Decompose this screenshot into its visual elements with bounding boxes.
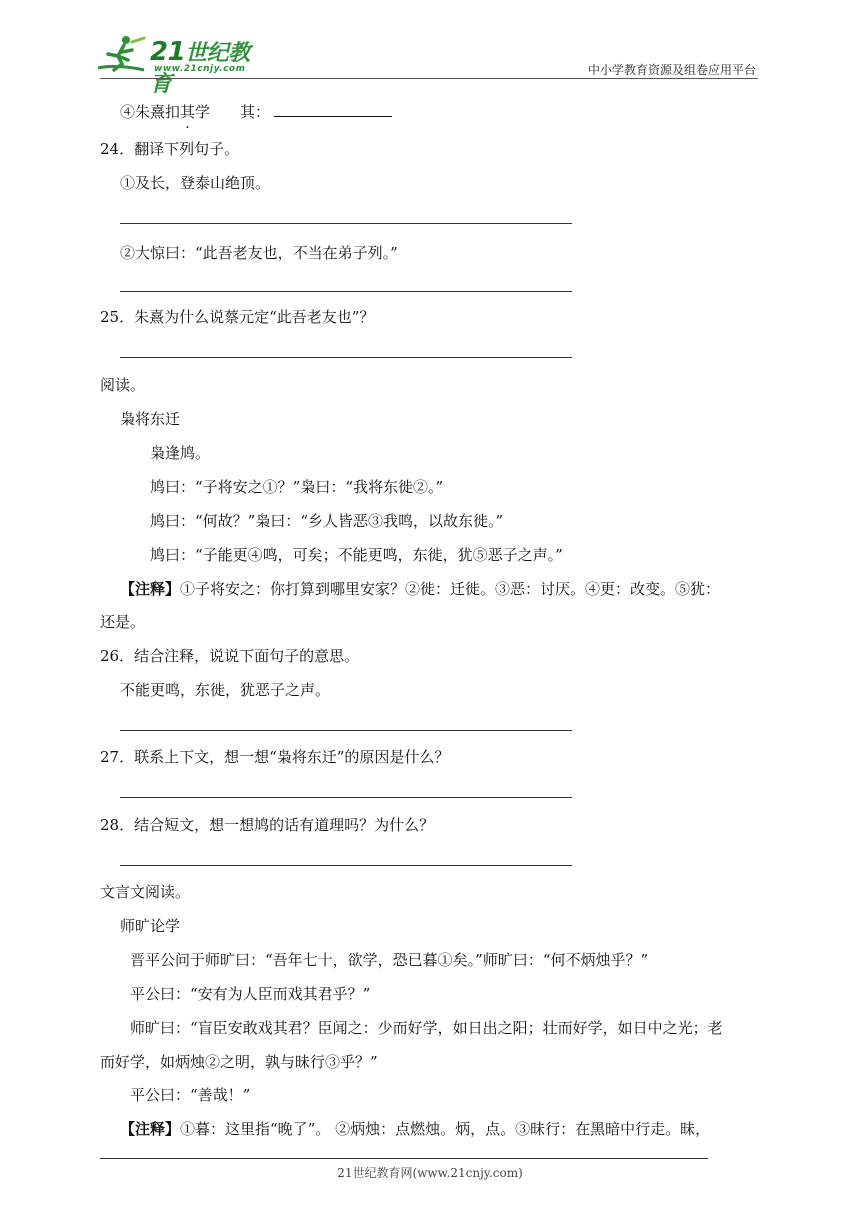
header-divider	[100, 78, 758, 79]
q24-sentence-2: ②大惊曰：“此吾老友也，不当在弟子列。”	[120, 244, 398, 262]
question-27: 27．联系上下文，想一想“枭将东迁”的原因是什么？	[100, 748, 450, 766]
passage-2-line-4: 而好学，如炳烛②之明，孰与昧行③乎？”	[100, 1053, 378, 1071]
answer-line	[120, 865, 572, 866]
passage-title-1: 枭将东迁	[120, 410, 181, 428]
brand-name: 21世纪教育	[150, 37, 250, 97]
q23-item-4: ④朱熹扣其学 其：	[120, 101, 392, 123]
passage-title-2: 师旷论学	[120, 917, 181, 935]
passage-2-line-5: 平公曰：“善哉！”	[130, 1086, 251, 1104]
answer-line	[120, 223, 572, 224]
answer-line	[120, 797, 572, 798]
q24-sentence-1: ①及长，登泰山绝顶。	[120, 174, 271, 192]
passage-2-notes: 【注释】①暮：这里指“晚了”。 ②炳烛：点燃烛。炳，点。③昧行：在黑暗中行走。昧，	[120, 1120, 711, 1138]
answer-blank	[274, 102, 392, 117]
brand-logo	[92, 34, 262, 97]
passage-2-line-1: 晋平公问于师旷曰：“吾年七十，欲学，恐已暮①矣。”师旷曰：“何不炳烛乎？”	[130, 951, 649, 969]
passage-1-line-1: 枭逢鸠。	[150, 444, 211, 462]
answer-line	[120, 357, 572, 358]
runner-logo-icon	[96, 34, 148, 76]
answer-line	[120, 291, 572, 292]
question-28: 28．结合短文，想一想鸠的话有道理吗？为什么？	[100, 816, 435, 834]
brand-url: www.21cnjy.com	[154, 64, 246, 74]
passage-1-line-4: 鸠曰：“子能更④鸣，可矣；不能更鸣，东徙，犹⑤恶子之声。”	[150, 546, 563, 564]
passage-1-line-2: 鸠曰：“子将安之①？”枭曰：“我将东徙②。”	[150, 478, 444, 496]
q26-sentence: 不能更鸣，东徙，犹恶子之声。	[120, 681, 331, 699]
question-24: 24．翻译下列句子。	[100, 140, 240, 158]
section-heading-reading: 阅读。	[100, 376, 146, 394]
passage-1-notes-cont: 还是。	[100, 613, 146, 631]
question-25: 25．朱熹为什么说蔡元定“此吾老友也”？	[100, 308, 375, 326]
passage-2-line-3: 师旷曰：“盲臣安敢戏其君？臣闻之：少而好学，如日出之阳；壮而好学，如日中之光；老	[130, 1019, 723, 1037]
answer-line	[120, 730, 572, 731]
question-26: 26．结合注释，说说下面句子的意思。	[100, 647, 360, 665]
passage-1-line-3: 鸠曰：“何故？”枭曰：“乡人皆恶③我鸣，以故东徙。”	[150, 512, 504, 530]
footer-source: 21世纪教育网(www.21cnjy.com)	[337, 1166, 523, 1180]
footer-divider	[100, 1158, 708, 1159]
passage-1-notes: 【注释】①子将安之：你打算到哪里安家？②徙：迁徙。③恶：讨厌。④更：改变。⑤犹：	[120, 580, 721, 598]
section-heading-classical: 文言文阅读。	[100, 883, 191, 901]
header-platform-text: 中小学教育资源及组卷应用平台	[587, 63, 756, 77]
page-header	[0, 0, 860, 97]
passage-2-line-2: 平公曰：“安有为人臣而戏其君乎？”	[130, 985, 371, 1003]
